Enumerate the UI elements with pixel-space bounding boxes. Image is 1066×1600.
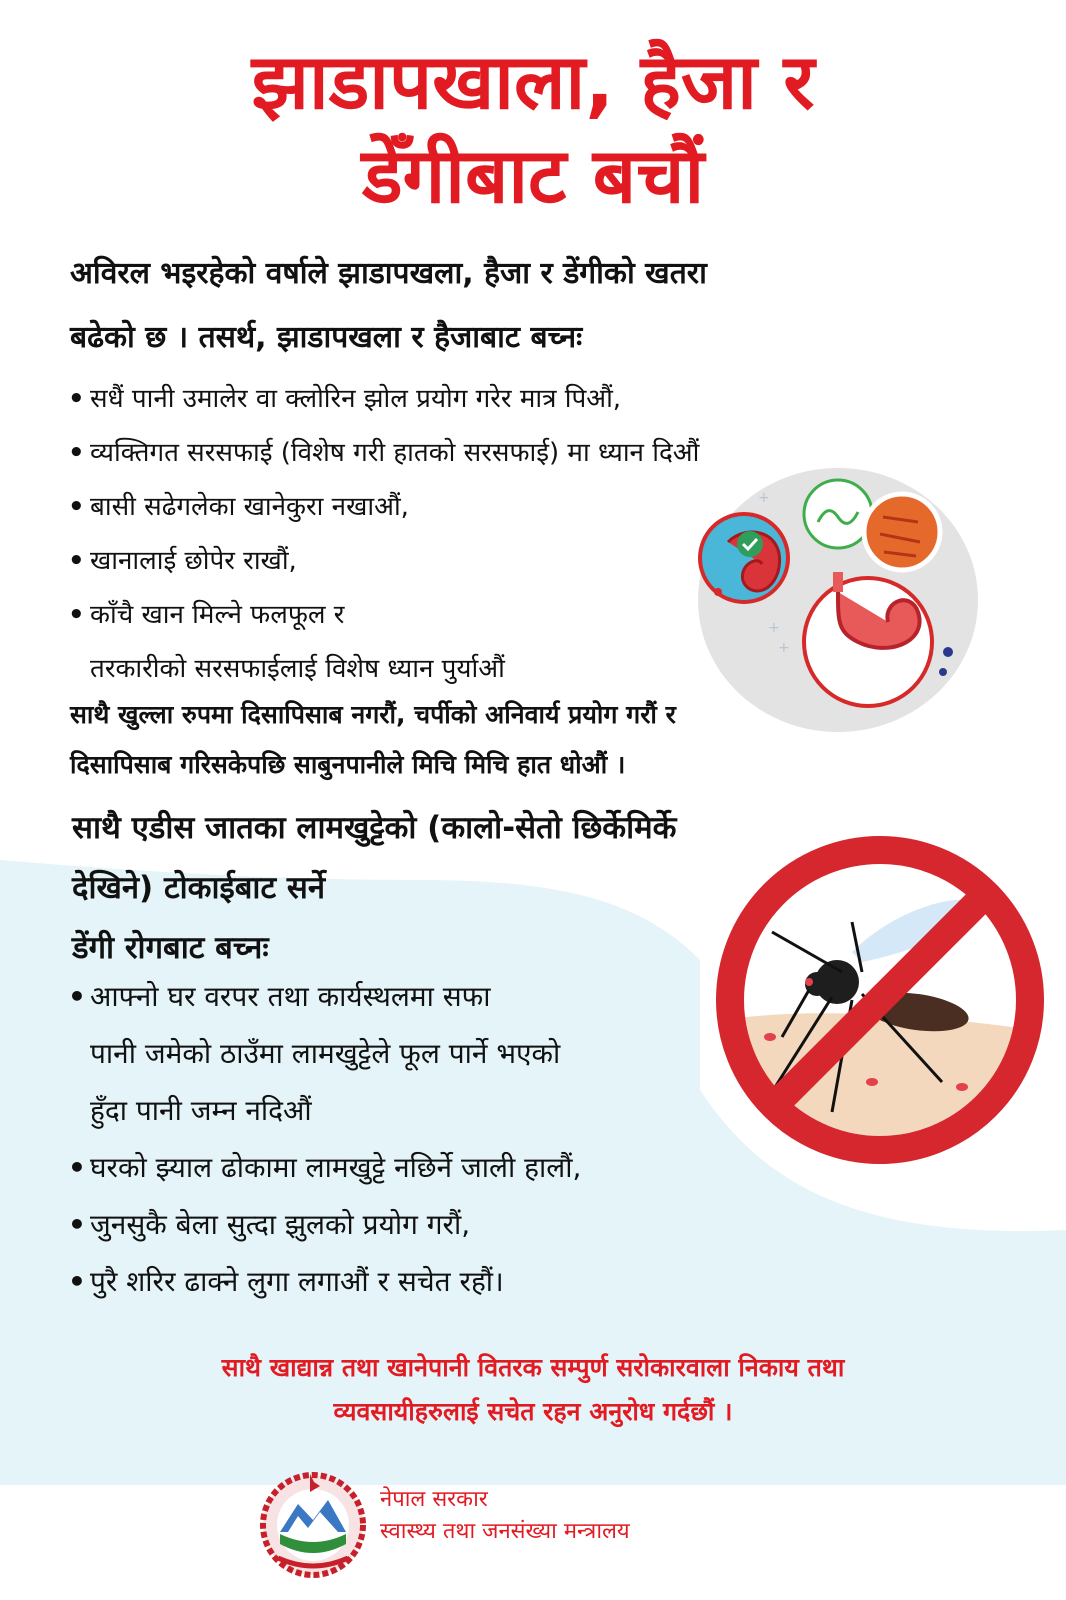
intro-line1: अविरल भइरहेको वर्षाले झाडापखला, हैजा र डेंगीको खतरा xyxy=(70,256,707,291)
page-title-line2: डेँगीबाट बचौं xyxy=(361,131,705,220)
list-item: • जुनसुकै बेला सुत्दा झुलको प्रयोग गरौं, xyxy=(68,1196,768,1253)
government-name: नेपाल सरकार xyxy=(380,1487,488,1512)
dengue-heading-line1: साथै एडीस जातका लामखुट्टेको (कालो-सेतो छिर्केमिर्के xyxy=(72,810,677,846)
list-item: • सधैं पानी उमालेर वा क्लोरिन झोल प्रयोग गरेर मात्र पिऔं, xyxy=(68,372,948,426)
intro-line2: बढेको छ । तसर्थ, झाडापखला र हैजाबाट बच्नः xyxy=(70,320,583,355)
list-item: • काँचै खान मिल्ने फलफूल र तरकारीको सरसफाईलाई विशेष ध्यान पुर्याऔं xyxy=(68,588,948,696)
svg-text:+: + xyxy=(758,490,770,506)
list-item: • पुरै शरिर ढाक्ने लुगा लगाऔं र सचेत रहौं। xyxy=(68,1253,768,1310)
government-emblem xyxy=(258,1470,368,1580)
intro-text xyxy=(70,242,970,370)
appeal-text xyxy=(40,1346,1026,1434)
svg-text:+: + xyxy=(768,620,780,636)
list-item: • व्यक्तिगत सरसफाई (विशेष गरी हातको सरसफाई) मा ध्यान दिऔं xyxy=(68,426,948,480)
list-item: • घरको झ्याल ढोकामा लामखुट्टे नछिर्ने जाली हालौं, xyxy=(68,1139,768,1196)
appeal-line2: व्यवसायीहरुलाई सचेत रहन अनुरोध गर्दछौं । xyxy=(333,1397,733,1426)
ministry-name: स्वास्थ्य तथा जनसंख्या मन्त्रालय xyxy=(380,1519,630,1544)
sanitation-line2: दिसापिसाब गरिसकेपछि साबुनपानीले मिचि मिचि हात धोऔं । xyxy=(70,750,626,779)
appeal-line1: साथै खाद्यान्न तथा खानेपानी वितरक सम्पुर्ण सरोकारवाला निकाय तथा xyxy=(221,1353,845,1382)
dengue-heading-line3: डेंगी रोगबाट बच्नः xyxy=(72,930,269,966)
dengue-heading-line2: देखिने) टोकाईबाट सर्ने xyxy=(72,870,326,906)
svg-text:+: + xyxy=(778,640,790,656)
list-item: • आफ्नो घर वरपर तथा कार्यस्थलमा सफा पानी जमेको ठाउँमा लामखुट्टेले फूल पार्ने भएको हुँदा पानी जम्न नदिऔं xyxy=(68,968,768,1139)
list-item: • खानालाई छोपेर राखौं, xyxy=(68,534,948,588)
sanitation-text xyxy=(70,690,950,790)
sanitation-line1: साथै खुल्ला रुपमा दिसापिसाब नगरौं, चर्पीको अनिवार्य प्रयोग गरौं र xyxy=(70,700,676,729)
government-org xyxy=(380,1484,630,1548)
dengue-prevention-list xyxy=(68,968,768,1310)
page-title-line1: झाडापखाला, हैजा र xyxy=(251,37,815,126)
list-item: • बासी सढेगलेका खानेकुरा नखाऔं, xyxy=(68,480,948,534)
